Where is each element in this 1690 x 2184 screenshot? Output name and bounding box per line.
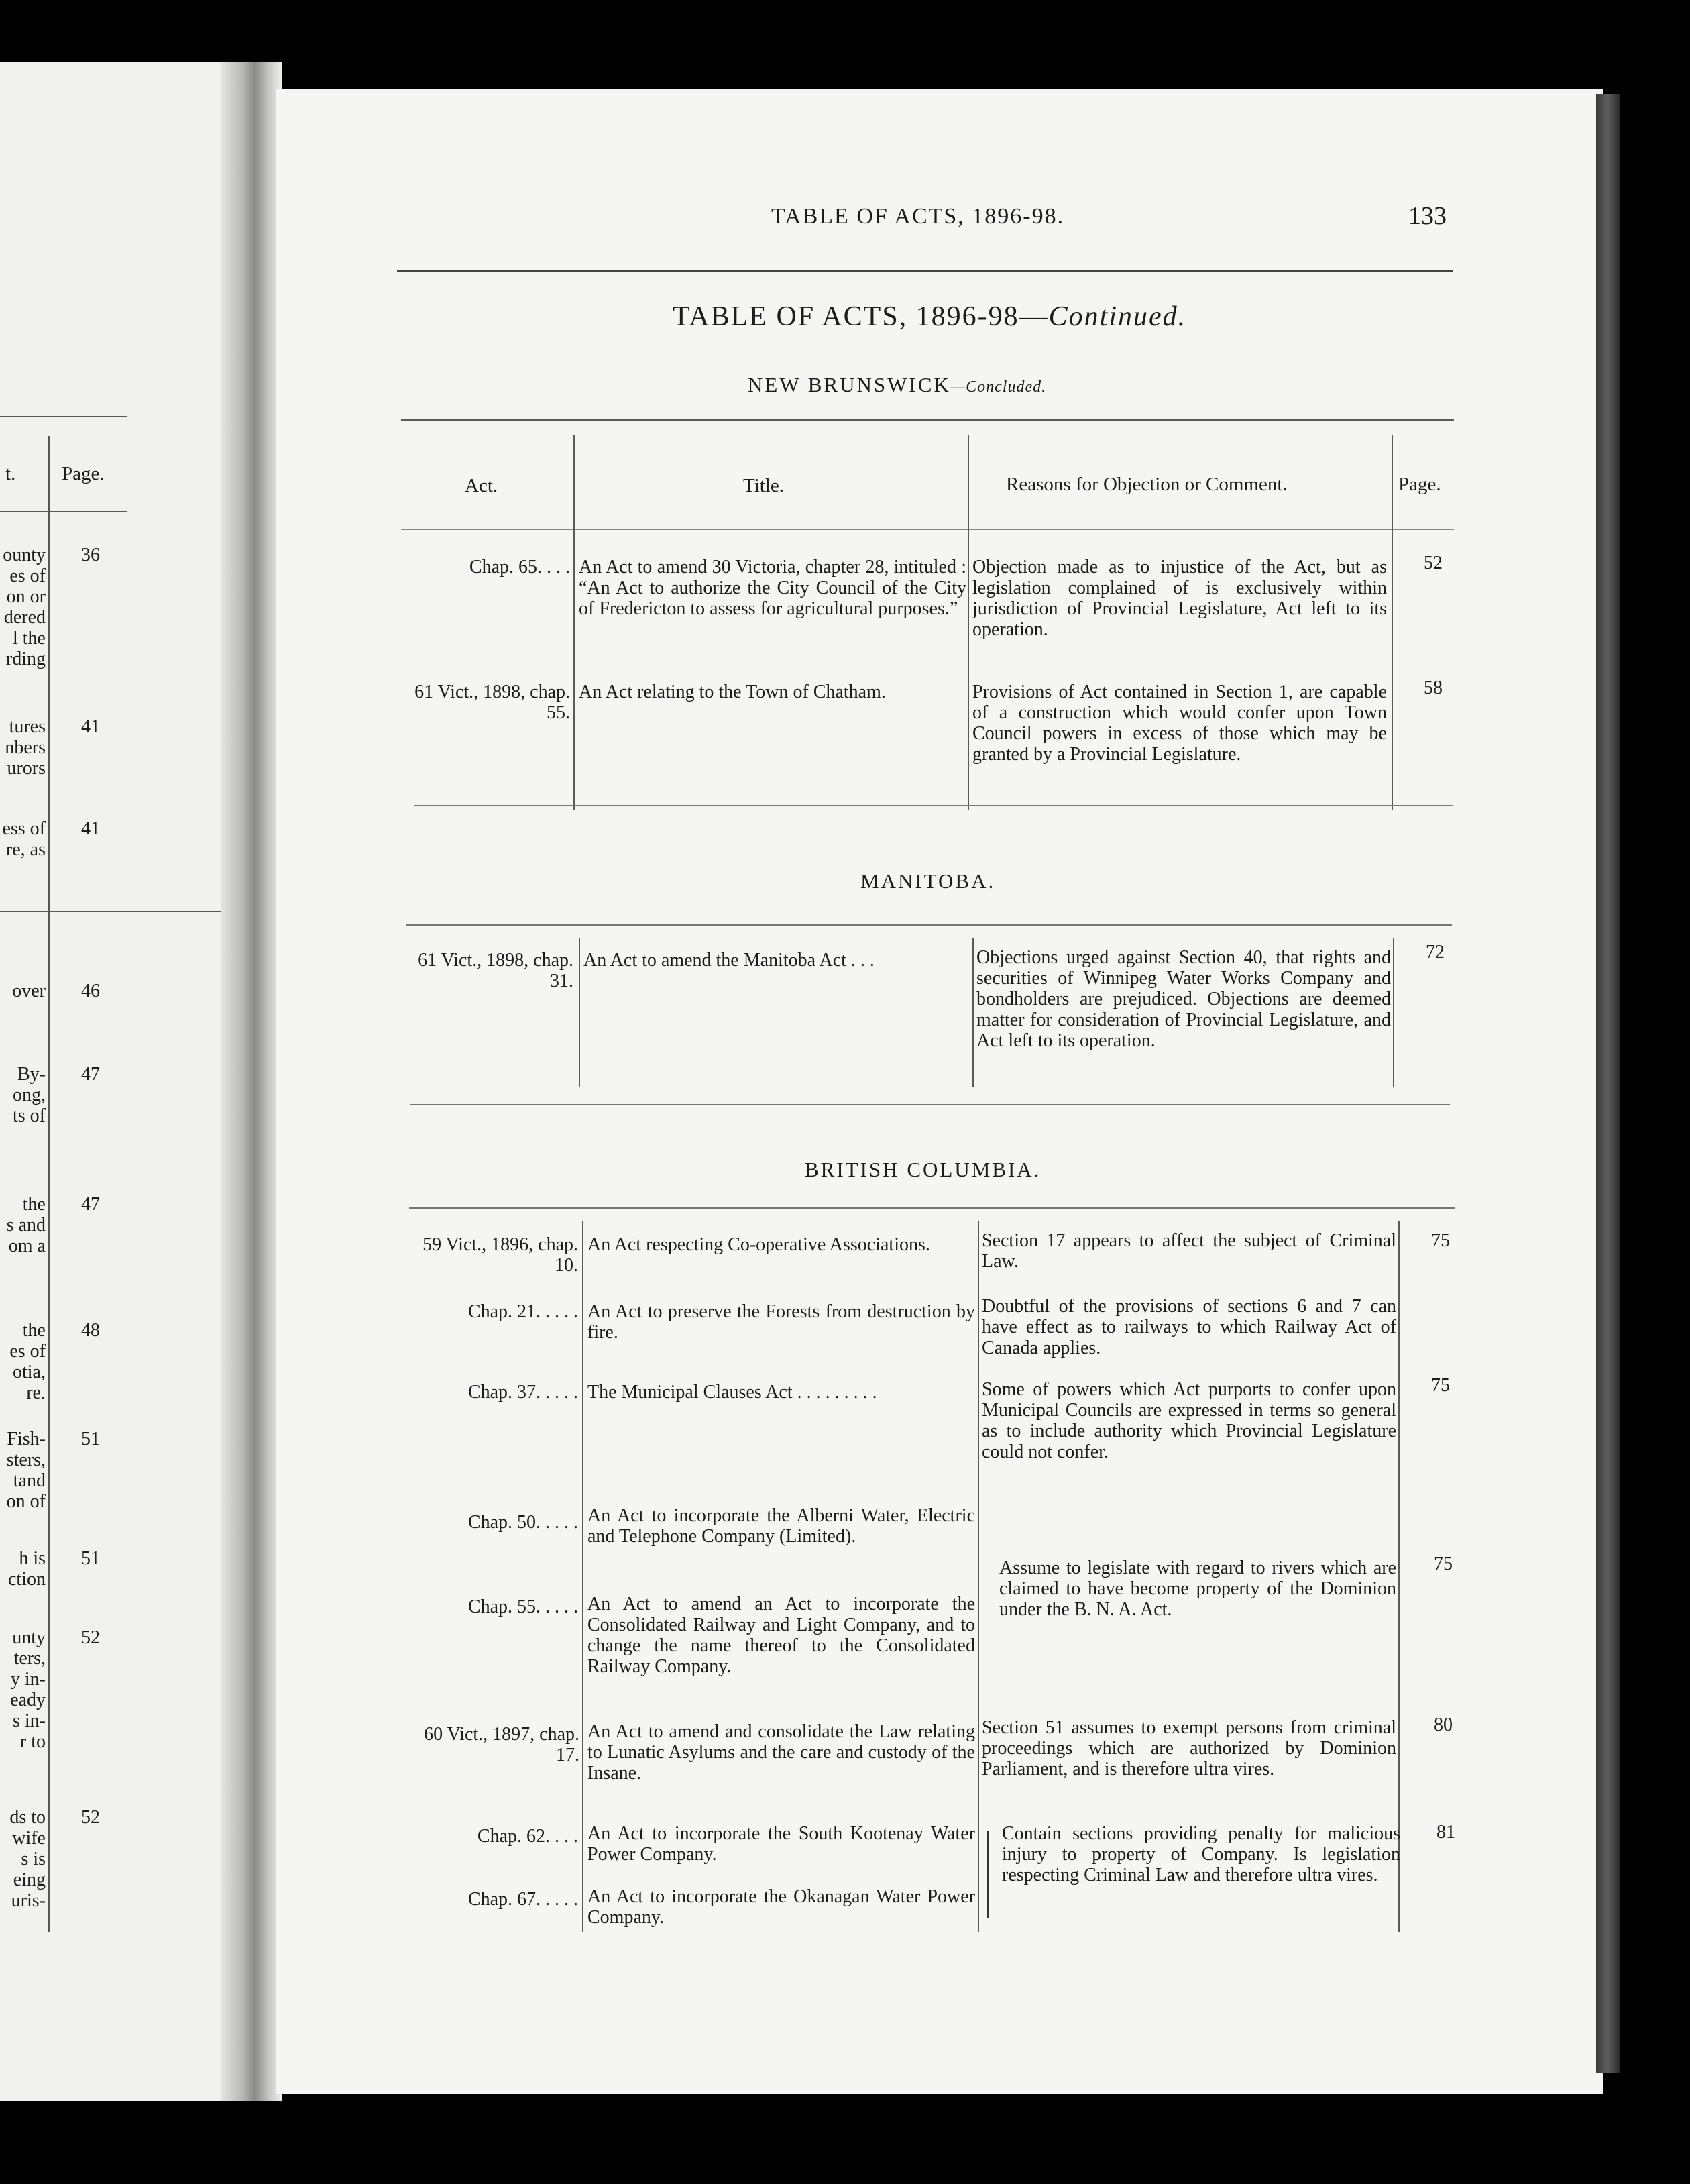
col-rule-3a <box>1392 435 1393 810</box>
left-entry-line: ters, <box>13 1648 46 1669</box>
bc-row6-reason-text: Section 51 assumes to exempt persons from criminal proceedings which are authorized by Dominion Parliament, and is therefore ultra vires. <box>982 1717 1396 1780</box>
left-entry-text <box>0 1064 46 1126</box>
nb-row1-act: Chap. 65. . . . <box>469 557 570 578</box>
nb-row1-reason: Objection made as to injustice of the Act, but as legislation complained of is exclusively within jurisdiction of Provincial Legislature, Act left to its operation. <box>972 557 1387 640</box>
left-entry-line: y in- <box>10 1669 46 1690</box>
left-entry-text <box>0 1320 46 1403</box>
left-entry-page: 47 <box>81 1194 100 1215</box>
bc-row7-title: An Act to incorporate the South Kootenay Water Power Company. <box>587 1823 975 1865</box>
left-entry-line: ction <box>8 1569 46 1590</box>
left-entry-line: es of <box>9 1341 46 1362</box>
mb-row1-act: 61 Vict., 1898, chap. 31. <box>418 950 573 991</box>
mb-bottom-rule <box>410 1104 1450 1105</box>
col-header-title: Title. <box>743 475 784 496</box>
left-entry-page: 41 <box>81 716 100 737</box>
bc-row6-act: 60 Vict., 1897, chap. 17. <box>424 1724 579 1765</box>
province-nb-main: NEW BRUNSWICK <box>748 373 951 396</box>
bc-row2-title: An Act to preserve the Forests from destruction by fire. <box>587 1301 975 1343</box>
left-entry-line: ounty <box>3 545 46 565</box>
left-entry-line: re. <box>26 1382 46 1403</box>
bc-row2-act: Chap. 21. . . . . <box>467 1301 578 1322</box>
province-nb-cont: —Concluded. <box>950 378 1047 396</box>
bc-row8-title: An Act to incorporate the Okanagan Water Power Company. <box>587 1886 975 1928</box>
col-rule-1b <box>579 938 580 1087</box>
province-heading-manitoba: MANITOBA. <box>860 869 996 893</box>
left-entry-line: the <box>22 1194 46 1215</box>
nb-bottom-rule <box>414 805 1453 806</box>
page-edge <box>1596 94 1620 2073</box>
left-entry-line: otia, <box>13 1362 46 1382</box>
bc-shared-reason-62-67: Contain sections providing penalty for malicious injury to property of Company. Is legislation respecting Criminal Law and therefore ultra vires. <box>1002 1823 1400 1886</box>
nb-row1-title: An Act to amend 30 Victoria, chapter 28, intituled : “An Act to authorize the City Council of the City of Fredericton to assess for agricultural purposes.” <box>579 557 966 619</box>
bc-row3-act: Chap. 37. . . . . <box>467 1382 578 1403</box>
left-entry-line: ong, <box>13 1085 46 1105</box>
left-entry-line: tures <box>9 716 46 737</box>
bc-row6-reason <box>982 1717 1396 1780</box>
left-entry-page: 47 <box>81 1064 100 1085</box>
left-entry-line: the <box>22 1320 46 1341</box>
left-entry-line: unty <box>12 1627 46 1648</box>
left-entry-page: 51 <box>81 1548 100 1569</box>
left-entry-line: on of <box>6 1491 46 1512</box>
mb-top-rule <box>406 924 1452 926</box>
left-page-header: Page. <box>62 463 105 484</box>
left-entry-text <box>0 1807 46 1911</box>
left-entry-line: h is <box>19 1548 46 1569</box>
mb-row1-page: 72 <box>1426 942 1445 963</box>
col-rule-2c <box>978 1221 979 1932</box>
left-entry-page: 46 <box>81 981 100 1001</box>
left-entry-page: 52 <box>81 1627 100 1648</box>
left-entry-line: ts of <box>13 1105 46 1126</box>
col-rule-1c <box>582 1221 583 1932</box>
left-entry-text <box>0 981 46 1001</box>
left-entry-line: urors <box>7 758 46 779</box>
left-entry-line: sters, <box>6 1450 46 1470</box>
left-entry-page: 41 <box>81 818 100 839</box>
left-entry-text <box>0 1429 46 1512</box>
bc-row7-act: Chap. 62. . . . <box>477 1826 578 1847</box>
bc-row5-act: Chap. 55. . . . . <box>467 1596 578 1617</box>
mb-row1-reason: Objections urged against Section 40, that rights and securities of Winnipeg Water Works Company and bondholders are prejudiced. Objections are deemed matter for consideration of Provincial Legislature, and Act left to its operation. <box>976 947 1391 1051</box>
left-entry-line: es of <box>9 565 46 586</box>
left-entry-text <box>0 545 46 669</box>
left-entry-text <box>0 818 46 860</box>
left-entry-page: 36 <box>81 545 100 565</box>
bc-row3-title: The Municipal Clauses Act . . . . . . . . . <box>587 1382 877 1403</box>
left-column-rule <box>48 436 50 1932</box>
left-entry-line: r to <box>19 1731 46 1752</box>
nb-row2-page: 58 <box>1424 677 1443 698</box>
running-head: TABLE OF ACTS, 1896-98. <box>771 204 1065 229</box>
left-entry-line: wife <box>12 1828 46 1849</box>
left-entry-line: eady <box>10 1690 46 1710</box>
table-title-cont: Continued. <box>1048 301 1187 332</box>
bc-row1-title: An Act respecting Co-operative Associations. <box>587 1234 930 1255</box>
left-entry-line: s in- <box>13 1710 46 1731</box>
left-entry-text <box>0 1194 46 1256</box>
left-act-header: t. <box>5 463 16 484</box>
left-entry-page: 51 <box>81 1429 100 1450</box>
table-header-rule <box>401 529 1454 530</box>
left-header-rule <box>0 511 127 512</box>
bc-row1-page: 75 <box>1431 1230 1450 1251</box>
bc-row5-title: An Act to amend an Act to incorporate the Consolidated Railway and Light Company, and to change the name thereof to the Consolidated Railway Company. <box>587 1594 975 1677</box>
province-heading-bc: BRITISH COLUMBIA. <box>805 1158 1041 1181</box>
table-title <box>673 301 1186 333</box>
left-entry-text <box>0 1627 46 1752</box>
left-entry-line: uris- <box>11 1890 46 1911</box>
left-entry-line: ds to <box>9 1807 46 1828</box>
col-rule-2b <box>972 938 974 1087</box>
left-entry-line: l the <box>13 628 46 649</box>
bc-row4-title: An Act to incorporate the Alberni Water, Electric and Telephone Company (Limited). <box>587 1505 975 1547</box>
col-rule-3b <box>1393 938 1394 1087</box>
left-entry-line: s is <box>21 1849 46 1869</box>
left-entry-line: over <box>12 981 46 1001</box>
left-entry-line: dered <box>3 607 46 628</box>
col-header-page: Page. <box>1398 474 1441 495</box>
left-mid-rule <box>0 911 221 912</box>
left-entry-text <box>0 716 46 779</box>
col-header-act: Act. <box>465 475 498 496</box>
left-top-rule <box>0 416 127 417</box>
table-title-main: TABLE OF ACTS, 1896-98— <box>673 301 1049 332</box>
bc-shared-page-62-67: 81 <box>1436 1822 1455 1843</box>
left-entry-line: rding <box>5 649 46 669</box>
bc-shared-page-50-55: 75 <box>1434 1553 1453 1574</box>
left-entry-page: 52 <box>81 1807 100 1828</box>
left-entry-line: on or <box>6 586 46 607</box>
bc-row6-title: An Act to amend and consolidate the Law relating to Lunatic Asylums and the care and custody of the Insane. <box>587 1721 975 1784</box>
left-entry-line: om a <box>8 1236 46 1256</box>
left-entry-line: eing <box>13 1869 46 1890</box>
bc-row1-reason: Section 17 appears to affect the subject of Criminal Law. <box>982 1230 1396 1272</box>
book-gutter <box>221 62 282 2101</box>
left-entry-line: nbers <box>5 737 46 758</box>
col-rule-2a <box>968 435 969 810</box>
left-entry-page: 48 <box>81 1320 100 1341</box>
left-entry-line: By- <box>17 1064 46 1085</box>
bc-row4-act: Chap. 50. . . . . <box>467 1512 578 1533</box>
left-entry-line: tand <box>13 1470 46 1491</box>
nb-row2-title: An Act relating to the Town of Chatham. <box>579 681 886 702</box>
bc-row8-act: Chap. 67. . . . . <box>467 1889 578 1910</box>
nb-row1-page: 52 <box>1424 553 1443 574</box>
bc-row1-act: 59 Vict., 1896, chap. 10. <box>422 1234 578 1276</box>
left-entry-line: s and <box>6 1215 46 1236</box>
col-rule-1a <box>573 435 575 810</box>
nb-row2-act: 61 Vict., 1898, chap. 55. <box>414 681 570 723</box>
province-heading-nb <box>748 373 1046 397</box>
bc-row3-page: 75 <box>1431 1375 1450 1396</box>
left-entry-text <box>0 1548 46 1590</box>
row-group-brace <box>987 1831 996 1918</box>
page-number: 133 <box>1408 202 1447 230</box>
bc-row2-reason: Doubtful of the provisions of sections 6 and 7 can have effect as to railways to which Railway Act of Canada applies. <box>982 1296 1396 1358</box>
bc-top-rule <box>409 1207 1455 1209</box>
left-entry-line: Fish- <box>7 1429 46 1450</box>
head-rule <box>397 270 1453 272</box>
bc-shared-reason-50-55: Assume to legislate with regard to rivers which are claimed to have become property of the Dominion under the B. N. A. Act. <box>999 1558 1396 1620</box>
mb-row1-title: An Act to amend the Manitoba Act . . . <box>583 950 875 971</box>
nb-row2-reason: Provisions of Act contained in Section 1, are capable of a construction which would confer upon Town Council powers in excess of those which may be granted by a Provincial Legislature. <box>972 681 1387 765</box>
bc-row3-reason: Some of powers which Act purports to confer upon Municipal Councils are expressed in terms so general as to include authority which Provincial Legislature could not confer. <box>982 1379 1396 1462</box>
left-entry-line: re, as <box>5 839 46 860</box>
table-top-rule <box>401 419 1454 421</box>
col-header-reasons: Reasons for Objection or Comment. <box>1006 474 1288 495</box>
bc-row6-page: 80 <box>1434 1714 1453 1735</box>
left-entry-line: ess of <box>2 818 46 839</box>
